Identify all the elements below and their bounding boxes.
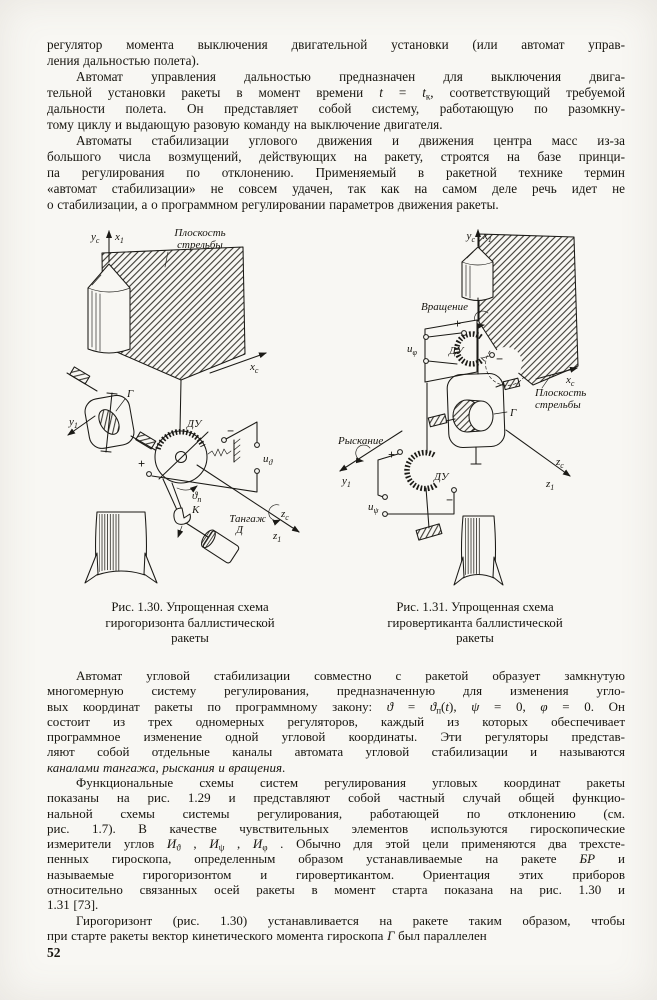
axis-label-zc: $z_c$ <box>281 508 289 522</box>
cam-label: К <box>192 504 200 516</box>
plane-label: Плоскость <box>535 387 587 399</box>
axis-label-yc: $y_c$ <box>466 230 475 244</box>
du-top-label: ДУ <box>449 345 464 357</box>
axis-label-xc: $x_c$ <box>250 361 259 375</box>
u-phi-label: $u_\varphi$ <box>407 343 417 357</box>
figure-1-30-caption <box>45 600 335 647</box>
du-label: ДУ <box>187 418 202 430</box>
axis-label-zc: $z_c$ <box>556 456 564 470</box>
plus-top-label: + <box>454 317 462 331</box>
paragraph-5 <box>47 775 625 913</box>
text-line: Автомат угловой стабилизации совместно с ракетой образует замкнутую <box>76 668 625 683</box>
page-number: 52 <box>47 945 61 960</box>
plane-label2: стрельбы <box>535 399 581 411</box>
motor-label: Д <box>236 524 243 536</box>
minus-top-label: − <box>496 352 504 366</box>
text-line: показаны на рис. 1.29 и представляют собой частный случай общей функцио- <box>47 790 625 806</box>
plus-bottom-label: + <box>388 448 396 462</box>
paragraph-3 <box>47 133 625 213</box>
axis-label-yc: $y_c$ <box>91 231 100 245</box>
text-line: многомерную систему регулирования, предназначенную для изменения угло- <box>47 683 625 699</box>
text-line: гирогоризонта баллистической <box>105 615 275 630</box>
text-line: тому циклу и выдающую разовую команду на выключение двигателя. <box>47 117 443 132</box>
axis-label-x1: $x_1$ <box>115 231 124 245</box>
text-line: измерители углов $И_ϑ$ , $И_\psi$ , $И_\varphi$ . Обычно для этой цели применяются два трехсте- <box>47 836 625 853</box>
text-line: о стабилизации, а о программном регулировании параметров движения ракеты. <box>47 197 499 212</box>
text-line: нальной схемы системы регулирования, работающей по отклонению (см. <box>47 805 625 821</box>
axis-label-xc: $x_c$ <box>566 374 575 388</box>
gyro-rotor-label: Г <box>127 388 134 400</box>
text-line: ракеты <box>171 631 209 646</box>
text-line: программное изменение одной угловой координаты. Эти регуляторы представ- <box>47 729 625 745</box>
theta-p-label: $ϑ_п$ <box>192 490 202 504</box>
text-line: па регулирования по отклонению. Применяемый в ракетной технике термин <box>47 165 625 180</box>
axis-label-z1: $z_1$ <box>546 478 555 492</box>
text-line: «автомат стабилизации» не совсем удачен, так как на самом деле речь идет не <box>47 181 625 196</box>
axis-label-y1: $y_1$ <box>69 416 78 430</box>
paragraph-2 <box>47 69 625 133</box>
figure-1-31-diagram <box>330 225 620 590</box>
minus-terminal-label: − <box>227 424 235 438</box>
paragraph-1 <box>47 37 625 69</box>
rocket-tail <box>85 512 157 583</box>
text-line: Рис. 1.30. Упрощенная схема <box>111 600 269 614</box>
text-line: Рис. 1.31. Упрощенная схема <box>396 600 554 614</box>
plus-terminal-label: + <box>138 457 146 471</box>
text-line: пенных гироскопа, определенным образом устанавливаемые на ракете БР и <box>47 851 625 867</box>
text-line: Гирогоризонт (рис. 1.30) устанавливается на ракете таким образом, чтобы <box>76 913 625 928</box>
text-line: состоит из трех одномерных регуляторов, каждый из которых обеспечивает <box>47 713 625 729</box>
du-bottom-label: ДУ <box>434 471 449 483</box>
text-line: 1.31 [73]. <box>47 897 99 913</box>
pitch-label: Тангаж <box>229 513 266 525</box>
text-line: ракеты <box>456 631 494 646</box>
plane-label: Плоскость <box>174 227 226 239</box>
figure-1-30-diagram <box>45 225 335 590</box>
plane-label2: стрельбы <box>177 239 223 251</box>
text-line: регулятор момента выключения двигательной установки (или автомат управ- <box>47 37 625 52</box>
rotation-label: Вращение <box>420 301 468 313</box>
text-line: при старте ракеты вектор кинетического момента гироскопа Г был параллелен <box>47 928 487 944</box>
paragraph-6 <box>47 913 625 944</box>
rocket-tail <box>454 516 503 585</box>
figure-1-31-caption <box>330 600 620 647</box>
axis-label-z1: $z_1$ <box>273 530 282 544</box>
axis-label-x1: $x_1$ <box>483 230 492 244</box>
text-line: ляют собой отдельные каналы автомата угловой стабилизации и называются <box>47 744 625 760</box>
firing-plane <box>479 234 578 388</box>
yaw-label: Рыскание <box>338 435 384 447</box>
text-line: Автоматы стабилизации углового движения и движения центра масс из-за <box>76 133 625 148</box>
text-line: относительно связанных осей ракеты в момент старта показана на рис. 1.30 и <box>47 882 625 898</box>
text-line: вых координат ракеты по программному закону: $ϑ = ϑ_п(t)$, ψ = 0, φ = 0. Он <box>47 698 625 716</box>
gyro-gimbal <box>428 373 519 464</box>
text-line: ления дальностью полета). <box>47 53 200 68</box>
angle-sensor-du <box>147 422 260 492</box>
minus-bottom-label: − <box>446 493 454 507</box>
text-line: рис. 1.7). В качестве чувствительных элементов используются гироскопические <box>47 820 625 836</box>
gyro-rotor-label: Г <box>510 407 517 419</box>
text-line: большого числа возмущений, действующих на ракету, строятся на базе принци- <box>47 149 625 164</box>
gyro-gimbal <box>67 367 157 452</box>
text-line: Автомат управления дальностью предназначен для выключения двига- <box>76 69 625 84</box>
paragraph-4 <box>47 668 625 775</box>
text-line: называемые гирогоризонтом и гировертикантом. Ориентация этих приборов <box>47 866 625 882</box>
text-line: гировертиканта баллистической <box>387 615 563 630</box>
u-psi-label: $u_\psi$ <box>368 501 379 515</box>
axis-label-y1: $y_1$ <box>342 475 351 489</box>
text-line: Функциональные схемы систем регулирования угловых координат ракеты <box>76 775 625 790</box>
text-line: каналами тангажа, рыскания и вращения. <box>47 759 286 775</box>
u-theta-label: $u_ϑ$ <box>263 453 273 467</box>
text-line: дальности полета. Он представляет собой систему, работающую по разомкну- <box>47 101 625 116</box>
text-line: тельной установки ракеты в момент времени $t = t_к$, соответствующий требуемой <box>47 85 625 102</box>
